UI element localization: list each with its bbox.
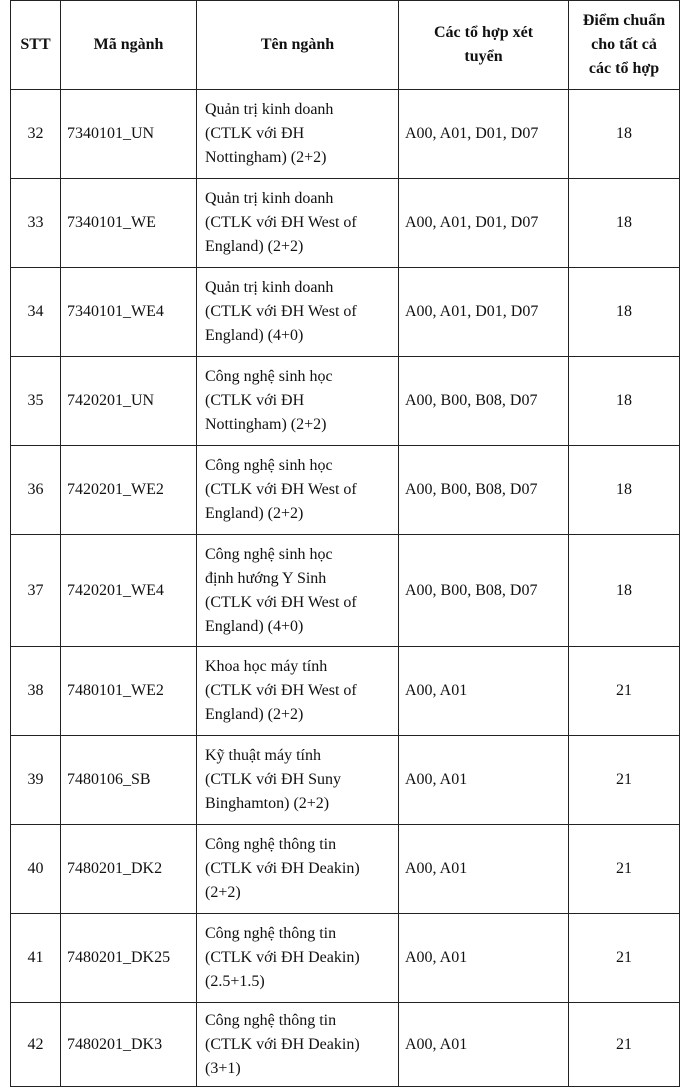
header-to-hop-line: tuyển xyxy=(464,48,503,65)
ten-nganh-line: Nottingham) (2+2) xyxy=(205,416,327,433)
ten-nganh-line: (CTLK với ĐH West of xyxy=(205,303,357,320)
cell-diem-chuan: 18 xyxy=(569,446,680,535)
table-row xyxy=(11,446,680,535)
ten-nganh-line: England) (4+0) xyxy=(205,327,304,344)
cell-ten-nganh xyxy=(197,647,399,736)
header-row xyxy=(11,1,680,90)
ten-nganh-line: (CTLK với ĐH Deakin) xyxy=(205,949,360,966)
ten-nganh-line: Binghamton) (2+2) xyxy=(205,795,330,812)
ten-nganh-line: Kỹ thuật máy tính xyxy=(205,747,321,764)
ten-nganh-line: England) (4+0) xyxy=(205,617,304,635)
cell-diem-chuan: 21 xyxy=(569,825,680,914)
table-body xyxy=(11,90,680,1087)
cell-stt: 41 xyxy=(11,914,61,1003)
cell-ten-nganh xyxy=(197,535,399,647)
cell-diem-chuan: 21 xyxy=(569,914,680,1003)
cell-ma-nganh: 7480201_DK25 xyxy=(61,914,197,1003)
table-row xyxy=(11,357,680,446)
cell-ten-nganh xyxy=(197,446,399,535)
cell-diem-chuan: 18 xyxy=(569,268,680,357)
cell-to-hop: A00, A01, D01, D07 xyxy=(399,90,569,179)
ten-nganh-line: (CTLK với ĐH West of xyxy=(205,481,357,498)
header-ten-nganh: Tên ngành xyxy=(197,1,399,90)
cell-stt: 40 xyxy=(11,825,61,914)
table-row xyxy=(11,647,680,736)
cell-to-hop: A00, A01, D01, D07 xyxy=(399,268,569,357)
cell-stt: 35 xyxy=(11,357,61,446)
ten-nganh-line: Quản trị kinh doanh xyxy=(205,279,334,296)
ten-nganh-line: (2.5+1.5) xyxy=(205,973,265,990)
ten-nganh-line: Công nghệ sinh học xyxy=(205,457,333,474)
cell-diem-chuan: 18 xyxy=(569,179,680,268)
header-stt: STT xyxy=(11,1,61,90)
table-row xyxy=(11,1003,680,1087)
table-row xyxy=(11,736,680,825)
ten-nganh-line: (CTLK với ĐH Deakin) xyxy=(205,860,360,877)
cell-ma-nganh: 7420201_WE4 xyxy=(61,535,197,647)
cell-ten-nganh xyxy=(197,1003,399,1087)
cell-stt: 38 xyxy=(11,647,61,736)
cell-ma-nganh: 7480201_DK2 xyxy=(61,825,197,914)
ten-nganh-line: (2+2) xyxy=(205,884,241,901)
ten-nganh-line: (CTLK với ĐH West of xyxy=(205,682,357,699)
cell-stt: 34 xyxy=(11,268,61,357)
ten-nganh-line: Nottingham) (2+2) xyxy=(205,149,327,166)
cell-to-hop: A00, B00, B08, D07 xyxy=(399,357,569,446)
cell-to-hop: A00, A01 xyxy=(399,736,569,825)
cell-ten-nganh xyxy=(197,357,399,446)
cell-ma-nganh: 7340101_WE xyxy=(61,179,197,268)
header-diem-chuan xyxy=(569,1,680,90)
table-row xyxy=(11,90,680,179)
cell-ma-nganh: 7480106_SB xyxy=(61,736,197,825)
cell-ma-nganh: 7340101_WE4 xyxy=(61,268,197,357)
ten-nganh-line: (CTLK với ĐH West of xyxy=(205,593,357,611)
cell-to-hop: A00, A01 xyxy=(399,647,569,736)
cell-ma-nganh: 7480101_WE2 xyxy=(61,647,197,736)
header-diem-line: Điểm chuẩn xyxy=(582,12,666,29)
table-row xyxy=(11,825,680,914)
admission-scores-table xyxy=(10,0,680,1087)
ten-nganh-line: Công nghệ thông tin xyxy=(205,836,337,853)
cell-to-hop: A00, A01 xyxy=(399,825,569,914)
cell-ten-nganh xyxy=(197,90,399,179)
cell-to-hop: A00, A01, D01, D07 xyxy=(399,179,569,268)
cell-diem-chuan: 21 xyxy=(569,647,680,736)
cell-to-hop: A00, B00, B08, D07 xyxy=(399,535,569,647)
header-to-hop-line: Các tổ hợp xét xyxy=(433,24,534,41)
ten-nganh-line: (CTLK với ĐH West of xyxy=(205,214,357,231)
ten-nganh-line: Công nghệ thông tin xyxy=(205,925,337,942)
cell-ma-nganh: 7420201_WE2 xyxy=(61,446,197,535)
cell-ma-nganh: 7480201_DK3 xyxy=(61,1003,197,1087)
ten-nganh-line: Quản trị kinh doanh xyxy=(205,101,334,118)
ten-nganh-line: England) (2+2) xyxy=(205,238,304,255)
ten-nganh-line: định hướng Y Sinh xyxy=(205,569,327,587)
ten-nganh-line: England) (2+2) xyxy=(205,706,304,723)
cell-stt: 37 xyxy=(11,535,61,647)
cell-stt: 36 xyxy=(11,446,61,535)
cell-ma-nganh: 7420201_UN xyxy=(61,357,197,446)
ten-nganh-line: Công nghệ thông tin xyxy=(205,1011,337,1029)
cell-to-hop: A00, A01 xyxy=(399,1003,569,1087)
cell-stt: 39 xyxy=(11,736,61,825)
ten-nganh-line: Công nghệ sinh học xyxy=(205,368,333,385)
header-ma-nganh: Mã ngành xyxy=(61,1,197,90)
ten-nganh-line: Công nghệ sinh học xyxy=(205,545,333,563)
table-row xyxy=(11,535,680,647)
ten-nganh-line: Quản trị kinh doanh xyxy=(205,190,334,207)
ten-nganh-line: (CTLK với ĐH xyxy=(205,392,305,409)
ten-nganh-line: (CTLK với ĐH xyxy=(205,125,305,142)
header-diem-line: các tổ hợp xyxy=(588,60,660,77)
ten-nganh-line: (3+1) xyxy=(205,1059,241,1077)
cell-diem-chuan: 18 xyxy=(569,90,680,179)
cell-diem-chuan: 18 xyxy=(569,357,680,446)
cell-ten-nganh xyxy=(197,825,399,914)
ten-nganh-line: England) (2+2) xyxy=(205,505,304,522)
cell-ten-nganh xyxy=(197,736,399,825)
cell-ten-nganh xyxy=(197,268,399,357)
ten-nganh-line: (CTLK với ĐH Deakin) xyxy=(205,1035,360,1053)
cell-ten-nganh xyxy=(197,179,399,268)
cell-diem-chuan: 21 xyxy=(569,736,680,825)
table-row xyxy=(11,179,680,268)
header-diem-line: cho tất cả xyxy=(591,36,657,53)
cell-to-hop: A00, A01 xyxy=(399,914,569,1003)
header-to-hop xyxy=(399,1,569,90)
cell-stt: 33 xyxy=(11,179,61,268)
cell-stt: 42 xyxy=(11,1003,61,1087)
cell-to-hop: A00, B00, B08, D07 xyxy=(399,446,569,535)
ten-nganh-line: Khoa học máy tính xyxy=(205,658,328,675)
cell-ten-nganh xyxy=(197,914,399,1003)
cell-stt: 32 xyxy=(11,90,61,179)
ten-nganh-line: (CTLK với ĐH Suny xyxy=(205,771,342,788)
cell-diem-chuan: 21 xyxy=(569,1003,680,1087)
table-row xyxy=(11,268,680,357)
cell-ma-nganh: 7340101_UN xyxy=(61,90,197,179)
table-row xyxy=(11,914,680,1003)
cell-diem-chuan: 18 xyxy=(569,535,680,647)
